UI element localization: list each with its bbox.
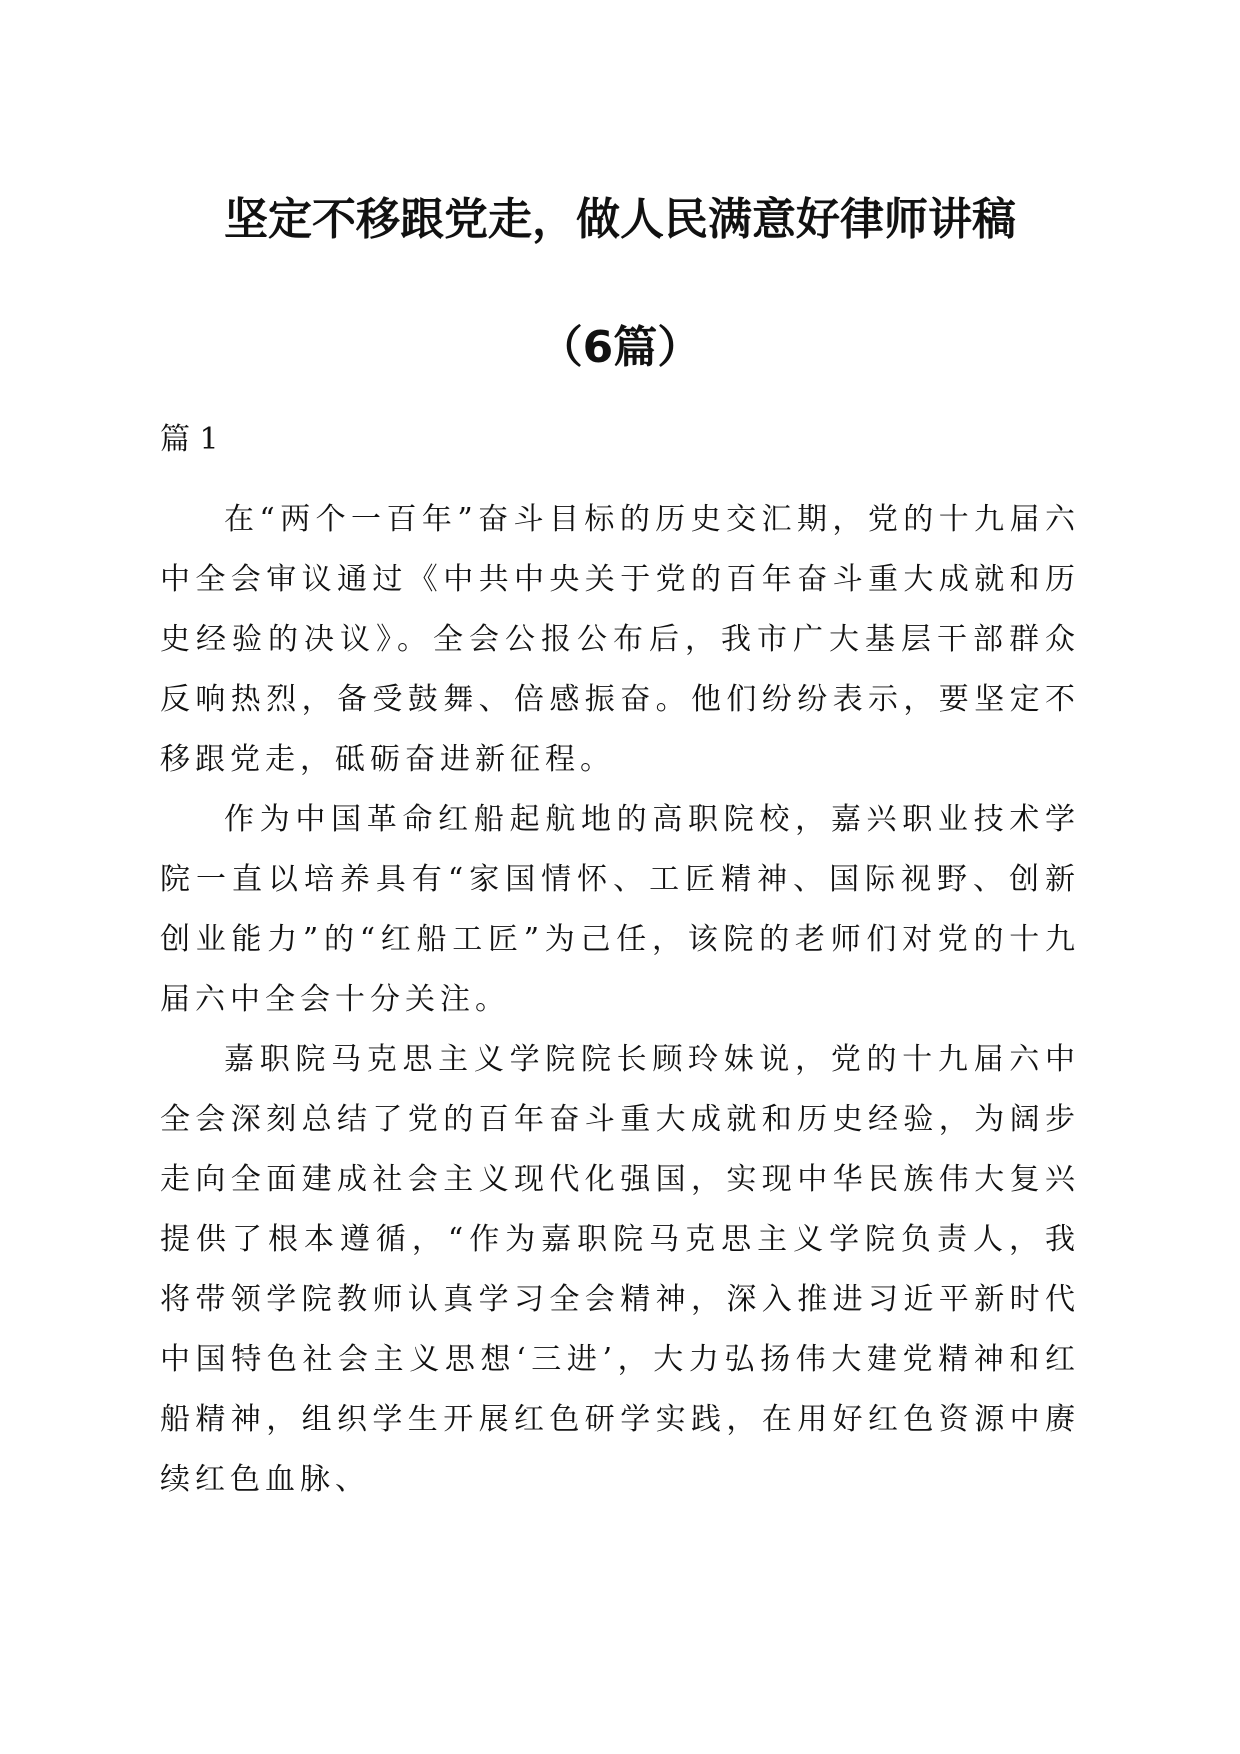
body-text <box>160 490 1080 1510</box>
document-title: 坚定不移跟党走，做人民满意好律师讲稿 <box>224 194 1016 245</box>
document-subtitle: （6篇） <box>538 322 702 373</box>
paragraph-1: 在“两个一百年”奋斗目标的历史交汇期，党的十九届六中全会审议通过《中共中央关于党的百年奋斗重大成就和历史经验的决议》。全会公报公布后，我市广大基层干部群众反响热烈，备受鼓舞、倍感振奋。他们纷纷表示，要坚定不移跟党走，砥砺奋进新征程。 <box>160 502 1080 777</box>
paragraph-2: 作为中国革命红船起航地的高职院校，嘉兴职业技术学院一直以培养具有“家国情怀、工匠精神、国际视野、创新创业能力”的“红船工匠”为己任，该院的老师们对党的十九届六中全会十分关注。 <box>160 802 1080 1017</box>
paragraph-3: 嘉职院马克思主义学院院长顾玲妹说，党的十九届六中全会深刻总结了党的百年奋斗重大成就和历史经验，为阔步走向全面建成社会主义现代化强国，实现中华民族伟大复兴提供了根本遵循，“作为嘉职院马克思主义学院负责人，我将带领学院教师认真学习全会精神，深入推进习近平新时代中国特色社会主义思想‘三进’，大力弘扬伟大建党精神和红船精神，组织学生开展红色研学实践，在用好红色资源中赓续红色血脉、 <box>160 1042 1080 1497</box>
section-label: 篇 1 <box>160 422 219 457</box>
